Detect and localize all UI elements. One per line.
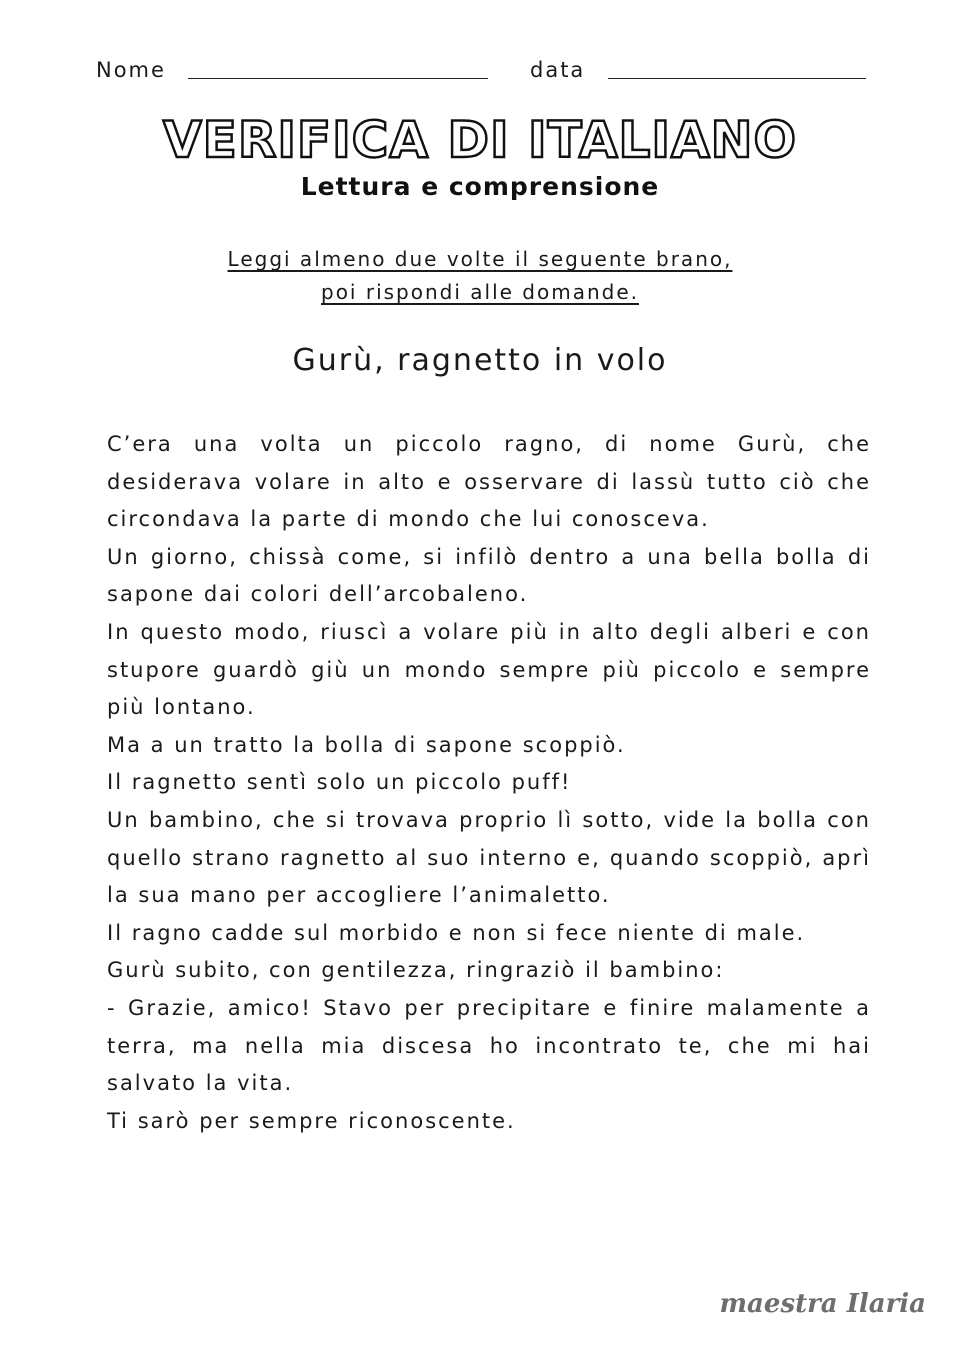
story-paragraph: - Grazie, amico! Stavo per precipitare e finire malamente a terra, ma nella mia discesa ho incontrato te, che mi hai salvato la vita. xyxy=(107,995,871,1096)
story-paragraph: Gurù subito, con gentilezza, ringraziò il bambino: xyxy=(107,958,725,983)
page-subtitle: Lettura e comprensione xyxy=(300,172,660,201)
date-field-line[interactable] xyxy=(608,78,866,79)
story-paragraph: C’era una volta un piccolo ragno, di nome Gurù, che desiderava volare in alto e osservare di lassù tutto ciò che circondava la parte di mondo che lui conosceva. xyxy=(107,432,871,532)
instructions-line-1: Leggi almeno due volte il seguente brano, xyxy=(227,247,733,271)
story-paragraph: Un bambino, che si trovava proprio lì sotto, vide la bolla con quello strano ragnetto al suo interno e, quando scoppiò, aprì la sua mano per accogliere l’animaletto. xyxy=(107,807,871,908)
name-label: Nome xyxy=(96,58,166,82)
story-paragraph: Un giorno, chissà come, si infilò dentro a una bella bolla di sapone dai colori dell’arcobaleno. xyxy=(107,544,871,607)
story-paragraph: Ma a un tratto la bolla di sapone scoppiò. xyxy=(107,732,626,757)
author-signature: maestra Ilaria xyxy=(719,1289,926,1319)
instructions xyxy=(0,243,960,309)
date-label: data xyxy=(530,58,586,82)
header-fields xyxy=(96,58,866,88)
story-paragraph: Ti sarò per sempre riconoscente. xyxy=(107,1108,516,1133)
name-field-line[interactable] xyxy=(188,78,488,79)
story-title: Gurù, ragnetto in volo xyxy=(292,343,668,378)
story-text xyxy=(107,426,871,1140)
story-paragraph: Il ragno cadde sul morbido e non si fece niente di male. xyxy=(107,920,806,945)
story-paragraph: Il ragnetto sentì solo un piccolo puff! xyxy=(107,770,572,795)
page-title: VERIFICA DI ITALIANO xyxy=(162,111,798,169)
instructions-line-2: poi rispondi alle domande. xyxy=(321,280,639,304)
story-paragraph: In questo modo, riuscì a volare più in alto degli alberi e con stupore guardò giù un mondo sempre più piccolo e sempre più lontano. xyxy=(107,619,871,720)
